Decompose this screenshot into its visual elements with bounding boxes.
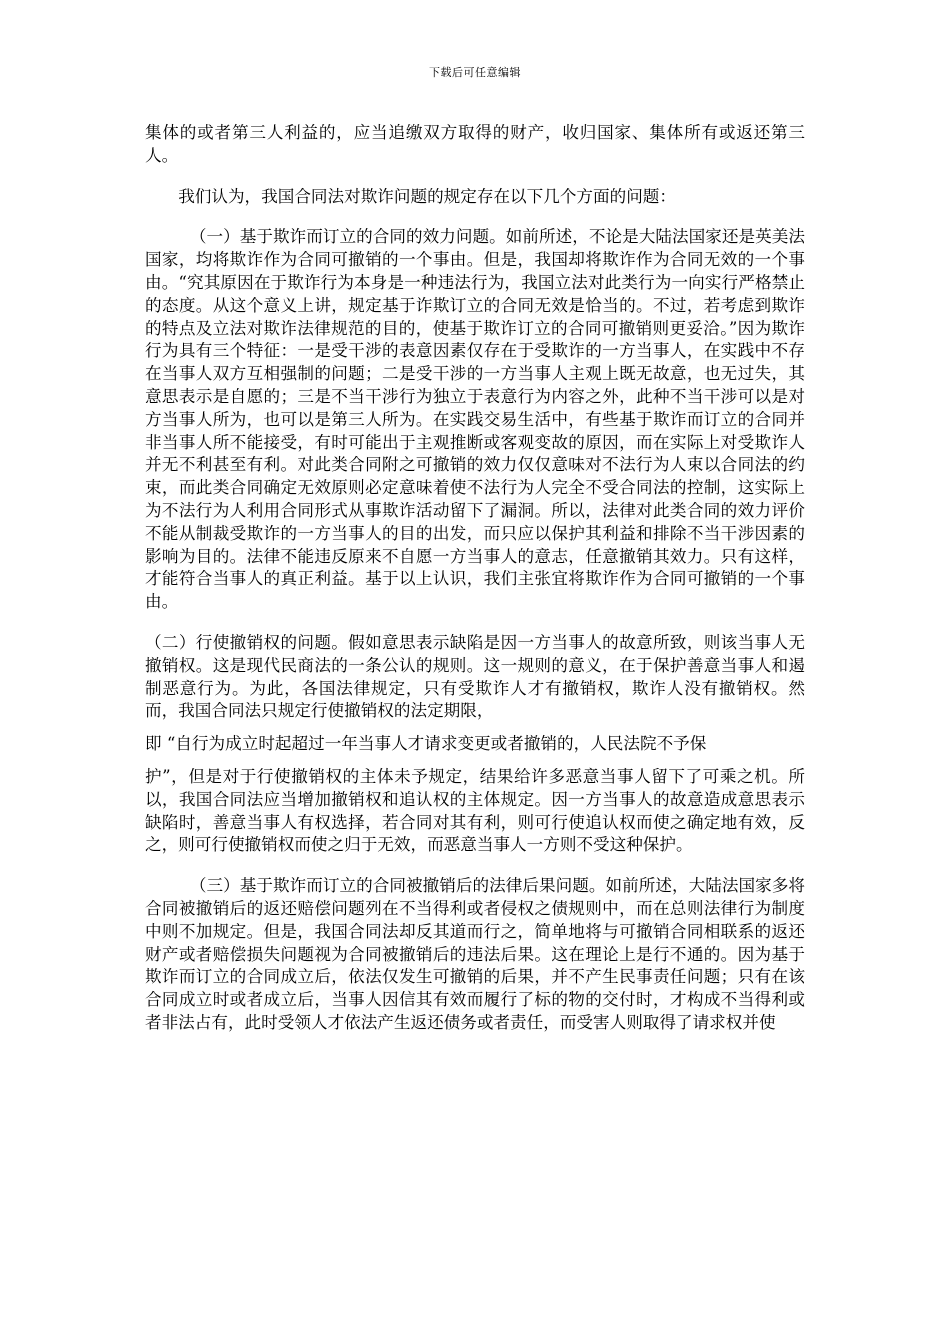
paragraph-section-two-line: 即 “自行为成立时起超过一年当事人才请求变更或者撤销的，人民法院不予保	[145, 734, 707, 754]
paragraph-section-two-cont: 护”，但是对于行使撤销权的主体未予规定，结果给许多恶意当事人留下了可乘之机。所以，我国合同法应当增加撤销权和追认权的主体规定。因一方当事人的故意造成意思表示缺陷时，善意当事人有权选择，若合同对其有利，则可行使追认权而使之确定地有效，反之，则可行使撤销权而使之归于无效，而恶意当事人一方则不受这种保护。	[145, 766, 805, 855]
page-header: 下载后可任意编辑	[429, 66, 521, 79]
paragraph-continuation: 集体的或者第三人利益的，应当追缴双方取得的财产，收归国家、集体所有或返还第三人。	[145, 123, 805, 165]
document-body	[145, 122, 805, 1035]
paragraph-section-one: （一）基于欺诈而订立的合同的效力问题。如前所述，不论是大陆法国家还是英美法国家，均将欺诈作为合同可撤销的一个事由。但是，我国却将欺诈作为合同无效的一个事由。“究其原因在于欺诈行为本身是一种违法行为，我国立法对此类行为一向实行严格禁止的态度。从这个意义上讲，规定基于诈欺订立的合同无效是恰当的。不过，若考虑到欺诈的特点及立法对欺诈法律规范的目的，使基于欺诈订立的合同可撤销则更妥洽。”因为欺诈行为具有三个特征：一是受干涉的表意因素仅存在于受欺诈的一方当事人，在实践中不存在当事人双方互相强制的问题；二是受干涉的一方当事人主观上既无故意，也无过失，其意思表示是自愿的；三是不当干涉行为独立于表意行为内容之外，此种不当干涉可以是对方当事人所为，也可以是第三人所为。在实践交易生活中，有些基于欺诈而订立的合同并非当事人所不能接受，有时可能出于主观推断或客观变故的原因，而在实际上对受欺诈人并无不利甚至有利。对此类合同附之可撤销的效力仅仅意味对不法行为人束以合同法的约束，而此类合同确定无效原则必定意味着使不法行为人完全不受合同法的控制，这实际上为不法行为人利用合同形式从事欺诈活动留下了漏洞。所以，法律对此类合同的效力评价不能从制裁受欺诈的一方当事人的目的出发，而只应以保护其利益和排除不当干涉因素的影响为目的。法律不能违反原来不自愿一方当事人的意志，任意撤销其效力。只有这样，才能符合当事人的真正利益。基于以上认识，我们主张宜将欺诈作为合同可撤销的一个事由。	[145, 227, 805, 612]
paragraph-intro: 我们认为，我国合同法对欺诈问题的规定存在以下几个方面的问题：	[178, 186, 676, 206]
paragraph-section-two: （二）行使撤销权的问题。假如意思表示缺陷是因一方当事人的故意所致，则该当事人无撤销权。这是现代民商法的一条公认的规则。这一规则的意义，在于保护善意当事人和遏制恶意行为。为此，各国法律规定，只有受欺诈人才有撤销权，欺诈人没有撤销权。然而，我国合同法只规定行使撤销权的法定期限，	[145, 632, 805, 721]
paragraph-section-three: （三）基于欺诈而订立的合同被撤销后的法律后果问题。如前所述，大陆法国家多将合同被撤销后的返还赔偿问题列在不当得利或者侵权之债规则中，而在总则法律行为制度中则不加规定。但是，我国合同法却反其道而行之，简单地将与可撤销合同相联系的返还财产或者赔偿损失问题视为合同被撤销后的违法后果。这在理论上是行不通的。因为基于欺诈而订立的合同成立后，依法仅发生可撤销的后果，并不产生民事责任问题；只有在该合同成立时或者成立后，当事人因信其有效而履行了标的物的交付时，才构成不当得利或者非法占有，此时受领人才依法产生返还债务或者责任，而受害人则取得了请求权并使	[145, 876, 805, 1032]
